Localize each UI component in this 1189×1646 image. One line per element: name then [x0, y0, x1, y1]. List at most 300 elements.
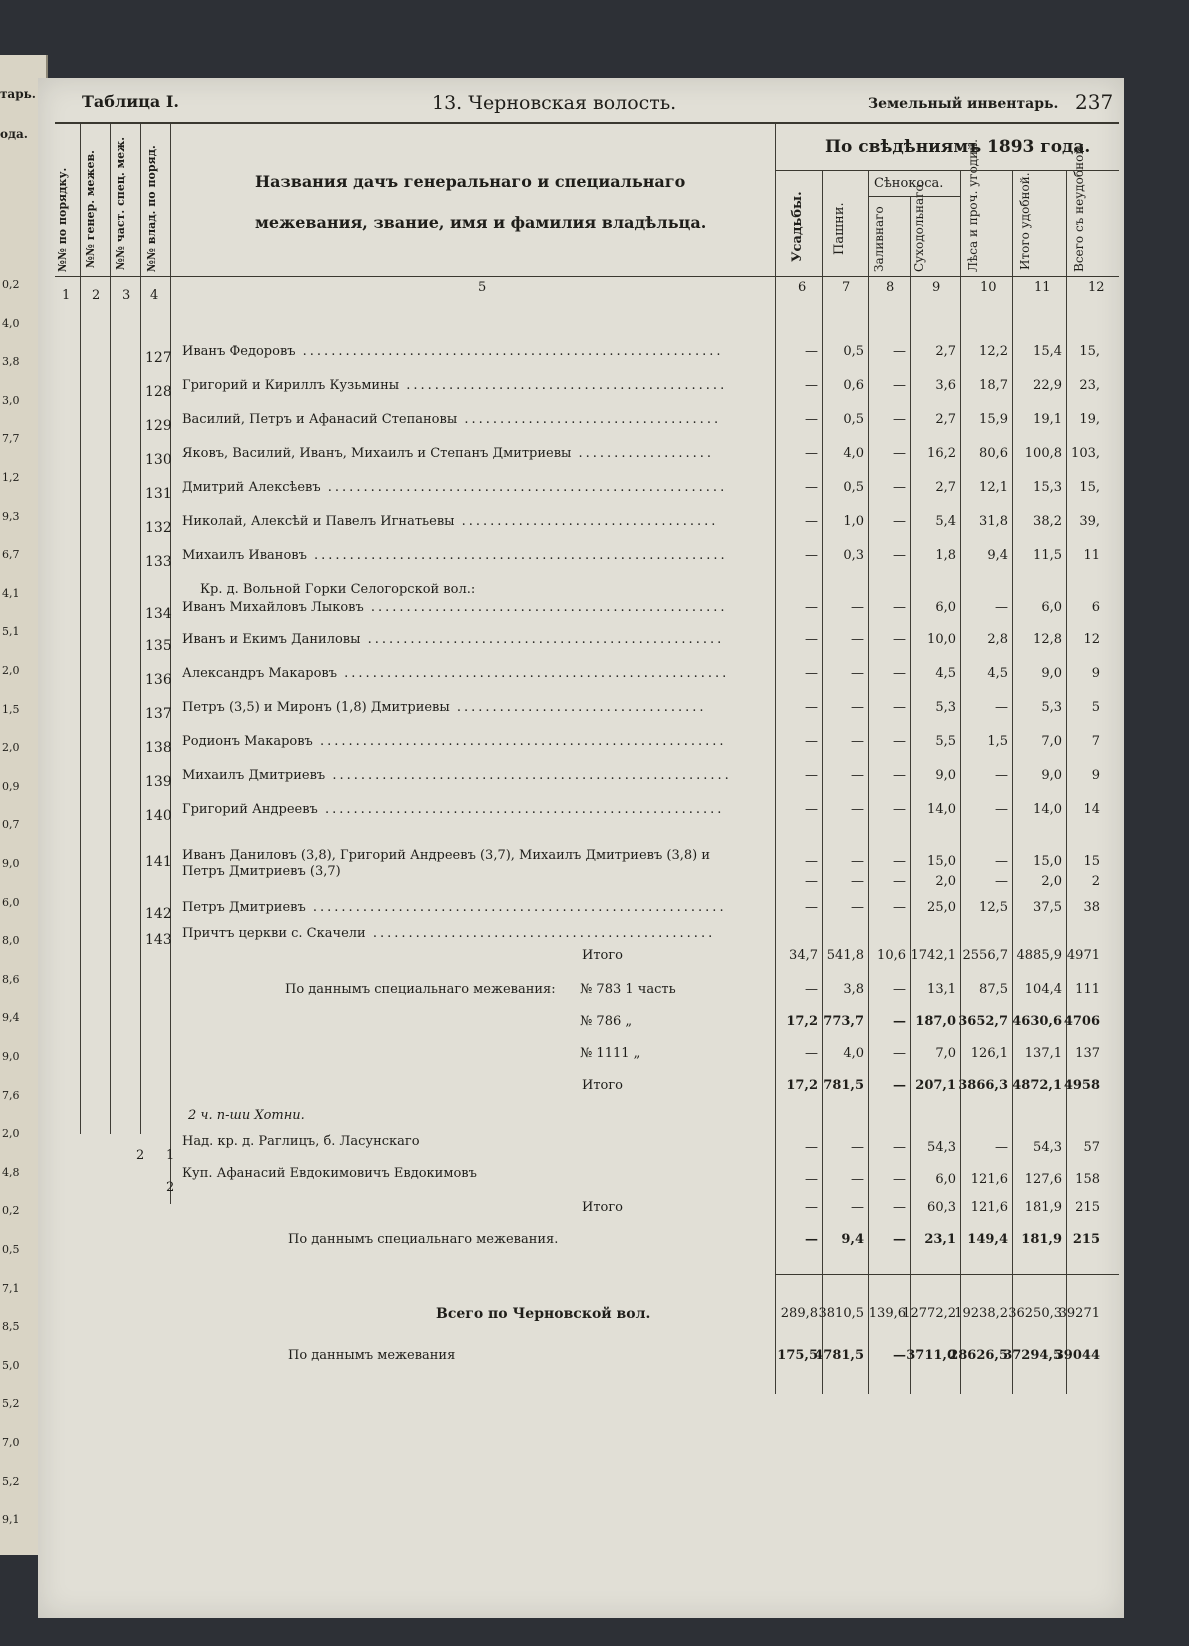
left-page-number: 0,7	[2, 818, 20, 832]
cell-value: 15,	[1079, 480, 1100, 495]
village-note: Кр. д. Вольной Горки Селогорской вол.:	[200, 582, 476, 597]
left-page-number: 0,9	[2, 779, 20, 793]
leader-dots: ........................................................	[320, 480, 728, 495]
cell-value: —	[805, 854, 818, 869]
cell-value: 9,4	[987, 548, 1008, 563]
section-title: Земельный инвентарь.	[868, 96, 1059, 112]
cell-value: 39271	[1058, 1306, 1100, 1321]
cell-value: 1,0	[843, 514, 864, 529]
cell-value: 9,0	[1041, 768, 1062, 783]
header-rule	[55, 122, 1119, 124]
cell-value: 2556,7	[962, 948, 1008, 963]
cell-value: 175,5	[777, 1348, 818, 1363]
cell-value: 0,6	[843, 378, 864, 393]
cell-value: —	[805, 600, 818, 615]
column-number: 7	[842, 280, 851, 295]
cell-value: 57	[1083, 1140, 1100, 1155]
cell-value: 31,8	[979, 514, 1008, 529]
cell-value: —	[893, 1172, 906, 1187]
itogo-label: Итого	[582, 1200, 623, 1215]
owner-name: Петръ (3,5) и Миронъ (1,8) Дмитриевы ...................................	[182, 700, 707, 715]
owner-name: Михаилъ Дмитриевъ ........................................................	[182, 768, 732, 783]
leader-dots: .........................................................	[312, 734, 727, 749]
cell-value: —	[805, 874, 818, 889]
col-rule	[960, 170, 961, 1394]
owner-name-cont: Петръ Дмитриевъ (3,7)	[182, 864, 341, 879]
cell-value: —	[805, 734, 818, 749]
cell-value: 15,9	[979, 412, 1008, 427]
owner-number: 139	[145, 774, 172, 790]
cell-value: —	[851, 1140, 864, 1155]
cell-value: 12,1	[979, 480, 1008, 495]
cell-value: 6,0	[935, 1172, 956, 1187]
cell-value: 25,0	[927, 900, 956, 915]
cell-value: 36250,3	[1008, 1306, 1062, 1321]
owner-name: Иванъ Федоровъ ...........................................................	[182, 344, 724, 359]
cell-value: —	[995, 854, 1008, 869]
owner-name: Иванъ Михайловъ Лыковъ ..................................................	[182, 600, 728, 615]
owner-number: 136	[145, 672, 172, 688]
cell-value: —	[893, 1348, 906, 1363]
owner-number: 128	[145, 384, 172, 400]
column-number: 11	[1034, 280, 1051, 295]
left-page-subheader: ода.	[0, 127, 28, 141]
col-rule	[910, 196, 911, 1394]
left-page-number: 9,0	[2, 1050, 20, 1063]
cell-value: 215	[1075, 1200, 1100, 1215]
cell-value: 137	[1075, 1046, 1100, 1061]
left-page-number: 7,6	[2, 1088, 20, 1102]
owner-number: 142	[145, 906, 172, 922]
cell-value: —	[995, 600, 1008, 615]
left-page-number: 7,1	[2, 1281, 20, 1295]
left-page-header: тарь.	[0, 87, 36, 101]
owner-name: Родионъ Макаровъ .........................................................	[182, 734, 727, 749]
col-rule	[1066, 170, 1067, 1394]
cell-value: 541,8	[826, 948, 864, 963]
owner-name: Над. кр. д. Раглицъ, б. Ласунскаго	[182, 1134, 420, 1149]
left-page-number: 9,4	[2, 1011, 20, 1025]
cell-value: —	[805, 378, 818, 393]
cell-value: 3652,7	[958, 1014, 1008, 1029]
col1-header: №№ по порядку.	[56, 167, 69, 272]
cell-value: 39044	[1054, 1348, 1100, 1363]
district-title: 13. Черновская волость.	[432, 92, 677, 114]
cell-value: —	[805, 1140, 818, 1155]
cell-value: 2	[1091, 874, 1100, 889]
cell-value: —	[893, 600, 906, 615]
grand-total-label: Всего по Черновской вол.	[436, 1306, 651, 1322]
leader-dots: ......................................................	[337, 666, 730, 681]
cell-value: —	[893, 632, 906, 647]
cell-value: 12	[1083, 632, 1100, 647]
cell-value: 23,1	[924, 1232, 956, 1247]
info-year: По свѣдѣниямъ 1893 года.	[825, 137, 1091, 157]
left-page-number: 0,2	[2, 278, 20, 291]
owner-name: Василий, Петръ и Афанасий Степановы ....................................	[182, 412, 722, 427]
spec-item-label: № 786 „	[580, 1014, 633, 1029]
cell-value: —	[851, 900, 864, 915]
cell-value: 149,4	[967, 1232, 1008, 1247]
cell-value: —	[851, 734, 864, 749]
owner-number: 141	[145, 854, 172, 870]
cell-value: 37,5	[1033, 900, 1062, 915]
cell-value: —	[893, 1140, 906, 1155]
owner-number: 137	[145, 706, 172, 722]
cell-value: 12772,2	[902, 1306, 956, 1321]
owner-name: Петръ Дмитриевъ ..........................................................	[182, 900, 727, 915]
cell-value: 9	[1091, 666, 1100, 681]
spec-label: По даннымъ специальнаго межевания:	[285, 982, 556, 997]
col10-header: Лѣса и проч. угодий.	[966, 139, 980, 272]
cell-value: 12,5	[979, 900, 1008, 915]
cell-value: 3711,0	[906, 1348, 956, 1363]
cell-value: 0,3	[843, 548, 864, 563]
cell-value: —	[893, 854, 906, 869]
cell-value: 15	[1083, 854, 1100, 869]
cell-value: 14,0	[927, 802, 956, 817]
cell-value: 0,5	[843, 412, 864, 427]
cell-value: —	[995, 768, 1008, 783]
col3-header: №№ част. спец. меж.	[114, 136, 127, 270]
cell-value: —	[893, 344, 906, 359]
leader-dots: ..........................................................	[305, 900, 727, 915]
col-rule	[868, 170, 869, 1394]
owner-name: Куп. Афанасий Евдокимовичъ Евдокимовъ	[182, 1166, 477, 1181]
cell-value: —	[893, 874, 906, 889]
leader-dots: ..........................................................	[306, 548, 728, 563]
leader-dots: ........................................................	[317, 802, 725, 817]
cell-value: 9,4	[841, 1232, 864, 1247]
itogo-label: Итого	[582, 1078, 623, 1093]
col6-header: Усадьбы.	[790, 191, 805, 262]
column-number: 4	[150, 288, 159, 303]
left-page-number: 5,0	[2, 1358, 20, 1372]
col-rule	[775, 124, 776, 1394]
cell-value: 207,1	[915, 1078, 956, 1093]
cell-value: —	[805, 632, 818, 647]
cell-value: 14	[1083, 802, 1100, 817]
leader-dots: ...................................	[449, 700, 707, 715]
leader-dots: ....................................	[457, 412, 722, 427]
grand-mezh-label: По даннымъ межевания	[288, 1348, 456, 1363]
cell-value: 111	[1075, 982, 1100, 997]
cell-value: 4958	[1063, 1078, 1100, 1093]
cell-value: —	[851, 1172, 864, 1187]
owner-name: Иванъ и Екимъ Даниловы ..................................................	[182, 632, 725, 647]
cell-value: —	[805, 1172, 818, 1187]
cell-value: —	[995, 1140, 1008, 1155]
page-number: 237	[1075, 90, 1114, 114]
cell-value: 4781,5	[814, 1348, 864, 1363]
owner-number: 127	[145, 350, 172, 366]
cell-value: 121,6	[970, 1172, 1008, 1187]
col11-header: Итого удобной.	[1018, 172, 1032, 270]
column-number: 10	[980, 280, 997, 295]
cell-value: 2,7	[935, 480, 956, 495]
cell-value: 38	[1083, 900, 1100, 915]
cell-value: —	[995, 874, 1008, 889]
cell-value: 100,8	[1024, 446, 1062, 461]
col4-header: №№ влад. по поряд.	[145, 145, 158, 272]
cell-value: 11	[1083, 548, 1100, 563]
cell-value: 7,0	[935, 1046, 956, 1061]
spec-item-label: № 1111 „	[580, 1046, 641, 1061]
khotni-title: 2 ч. п-ши Хотни.	[188, 1108, 305, 1123]
cell-value: 54,3	[1033, 1140, 1062, 1155]
cell-value: 10,6	[877, 948, 906, 963]
leader-dots: ...................	[571, 446, 715, 461]
cell-value: 773,7	[823, 1014, 864, 1029]
gen-number: 2	[136, 1148, 145, 1163]
col7-header: Пашни.	[832, 202, 847, 255]
left-page-number: 3,8	[2, 355, 20, 369]
cell-value: —	[805, 514, 818, 529]
cell-value: —	[893, 900, 906, 915]
cell-value: —	[805, 1200, 818, 1215]
cell-value: 19,	[1079, 412, 1100, 427]
owner-number: 138	[145, 740, 172, 756]
cell-value: 15,3	[1033, 480, 1062, 495]
cell-value: 14,0	[1033, 802, 1062, 817]
col-rule	[1012, 170, 1013, 1394]
col-rule	[170, 124, 171, 1204]
owner-number: 134	[145, 606, 172, 622]
cell-value: —	[893, 768, 906, 783]
cell-value: 38,2	[1033, 514, 1062, 529]
cell-value: —	[805, 412, 818, 427]
cell-value: 16,2	[927, 446, 956, 461]
left-page-number: 1,5	[2, 702, 20, 716]
cell-value: —	[851, 874, 864, 889]
cell-value: —	[805, 666, 818, 681]
owner-name: Причтъ церкви с. Скачели ................................................	[182, 926, 716, 941]
khotni-spec-label: По даннымъ специальнаго межевания.	[288, 1232, 559, 1247]
left-page-number: 8,5	[2, 1320, 20, 1334]
cell-value: —	[851, 666, 864, 681]
cell-value: —	[851, 632, 864, 647]
left-page-number: 2,0	[2, 741, 20, 755]
col12-header: Всего съ неудобной.	[1072, 142, 1086, 272]
owner-number: 130	[145, 452, 172, 468]
column-number: 1	[62, 288, 71, 303]
cell-value: 1742,1	[910, 948, 956, 963]
cell-value: 127,6	[1024, 1172, 1062, 1187]
cell-value: 139,6	[868, 1306, 906, 1321]
leader-dots: ........................................................	[325, 768, 732, 783]
cell-value: —	[893, 446, 906, 461]
left-page-number: 0,2	[2, 1204, 20, 1218]
column-number: 6	[798, 280, 807, 295]
cell-value: 28626,5	[949, 1348, 1008, 1363]
cell-value: 80,6	[979, 446, 1008, 461]
leader-dots: ................................................	[365, 926, 716, 941]
cell-value: 2,7	[935, 344, 956, 359]
cell-value: 12,8	[1033, 632, 1062, 647]
cell-value: —	[893, 700, 906, 715]
left-page-number: 4,8	[2, 1165, 20, 1179]
cell-value: —	[995, 802, 1008, 817]
cell-value: 15,	[1079, 344, 1100, 359]
left-page-number: 5,2	[2, 1397, 20, 1411]
cell-value: 4885,9	[1016, 948, 1062, 963]
cell-value: —	[851, 768, 864, 783]
left-page-number: 4,0	[2, 316, 20, 330]
cell-value: 5,4	[935, 514, 956, 529]
cell-value: 12,2	[979, 344, 1008, 359]
col5-header-line2: межевания, звание, имя и фамилия владѣльца.	[255, 213, 707, 232]
cell-value: 23,	[1079, 378, 1100, 393]
cell-value: 121,6	[970, 1200, 1008, 1215]
cell-value: —	[805, 344, 818, 359]
column-number: 12	[1088, 280, 1105, 295]
table-label: Таблица I.	[82, 92, 179, 111]
cell-value: 13,1	[927, 982, 956, 997]
column-number: 8	[886, 280, 895, 295]
cell-value: 103,	[1071, 446, 1100, 461]
cell-value: 9,0	[1041, 666, 1062, 681]
cell-value: 17,2	[786, 1078, 818, 1093]
owner-number: 132	[145, 520, 172, 536]
left-page-number: 7,0	[2, 1436, 20, 1449]
cell-value: 60,3	[927, 1200, 956, 1215]
left-page-number: 9,3	[2, 509, 20, 523]
cell-value: 4,5	[935, 666, 956, 681]
cell-value: —	[805, 480, 818, 495]
col5-header-line1: Названия дачъ генеральнаго и специальнаго	[255, 172, 686, 191]
cell-value: 3,6	[935, 378, 956, 393]
cell-value: —	[893, 734, 906, 749]
owner-name: Николай, Алексѣй и Павелъ Игнатьевы ....................................	[182, 514, 719, 529]
cell-value: 158	[1075, 1172, 1100, 1187]
cell-value: 2,0	[1041, 874, 1062, 889]
left-page-number: 6,7	[2, 548, 20, 562]
column-number: 3	[122, 288, 131, 303]
left-page-number: 8,6	[2, 972, 20, 986]
cell-value: 2,7	[935, 412, 956, 427]
owner-name: Дмитрий Алексѣевъ ........................................................	[182, 480, 728, 495]
cell-value: 2,0	[935, 874, 956, 889]
cell-value: 54,3	[927, 1140, 956, 1155]
header-bottom-rule	[55, 276, 1119, 277]
cell-value: —	[893, 666, 906, 681]
cell-value: —	[851, 802, 864, 817]
cell-value: 781,5	[823, 1078, 864, 1093]
cell-value: —	[995, 700, 1008, 715]
cell-value: 6,0	[935, 600, 956, 615]
cell-value: —	[893, 1232, 906, 1247]
cell-value: 104,4	[1024, 982, 1062, 997]
cell-value: 4,0	[843, 1046, 864, 1061]
left-page-number: 9,1	[2, 1513, 20, 1527]
owner-name: Михаилъ Ивановъ ..........................................................	[182, 548, 728, 563]
cell-value: 4,0	[843, 446, 864, 461]
cell-value: 15,0	[1033, 854, 1062, 869]
cell-value: 4706	[1063, 1014, 1100, 1029]
cell-value: 3,8	[843, 982, 864, 997]
owner-number: 135	[145, 638, 172, 654]
cell-value: —	[805, 1232, 818, 1247]
cell-value: 6	[1091, 600, 1100, 615]
cell-value: —	[893, 548, 906, 563]
cell-value: 1,8	[935, 548, 956, 563]
owner-number: 129	[145, 418, 172, 434]
owner-number: 131	[145, 486, 172, 502]
cell-value: —	[893, 1200, 906, 1215]
cell-value: 37294,5	[1003, 1348, 1062, 1363]
cell-value: 4630,6	[1012, 1014, 1062, 1029]
cell-value: 19,1	[1033, 412, 1062, 427]
owner-number: 140	[145, 808, 172, 824]
left-page-number: 6,0	[2, 895, 20, 909]
senokos-header: Сѣнокоса.	[874, 176, 944, 191]
cell-value: —	[805, 982, 818, 997]
col9-header: Суходольнаго.	[912, 180, 926, 272]
cell-value: —	[805, 446, 818, 461]
cell-value: 3866,3	[958, 1078, 1008, 1093]
cell-value: —	[851, 1200, 864, 1215]
cell-value: 289,8	[780, 1306, 818, 1321]
owner-name: Яковъ, Василий, Иванъ, Михаилъ и Степанъ Дмитриевы ...................	[182, 446, 715, 461]
left-page-number: 0,5	[2, 1243, 20, 1256]
cell-value: 6,0	[1041, 600, 1062, 615]
owner-name: Александръ Макаровъ ......................................................	[182, 666, 730, 681]
left-page-number: 2,0	[2, 664, 20, 677]
cell-value: 0,5	[843, 344, 864, 359]
cell-value: 11,5	[1033, 548, 1062, 563]
owner-number: 143	[145, 932, 172, 948]
cell-value: 15,0	[927, 854, 956, 869]
cell-value: —	[893, 802, 906, 817]
cell-value: 187,0	[915, 1014, 956, 1029]
cell-value: 18,7	[979, 378, 1008, 393]
cell-value: —	[805, 802, 818, 817]
leader-dots: ..................................................	[360, 632, 725, 647]
cell-value: —	[805, 900, 818, 915]
cell-value: 5	[1091, 700, 1100, 715]
cell-value: 9	[1091, 768, 1100, 783]
cell-value: 7,0	[1041, 734, 1062, 749]
owner-name: Григорий и Кириллъ Кузьмины .............................................	[182, 378, 728, 393]
cell-value: 10,0	[927, 632, 956, 647]
info-rule	[775, 170, 1119, 171]
senokos-rule	[868, 196, 960, 197]
cell-value: 2,8	[987, 632, 1008, 647]
cell-value: 15,4	[1033, 344, 1062, 359]
cell-value: —	[893, 1014, 906, 1029]
left-page-number: 5,1	[2, 625, 20, 639]
cell-value: 34,7	[789, 948, 818, 963]
cell-value: 4971	[1066, 948, 1100, 963]
left-page-number: 1,2	[2, 471, 20, 484]
left-page-number: 8,0	[2, 934, 20, 948]
cell-value: —	[805, 548, 818, 563]
col2-header: №№ генер. межев.	[84, 149, 97, 268]
cell-value: 1,5	[987, 734, 1008, 749]
left-page-number: 5,2	[2, 1474, 20, 1488]
cell-value: 4,5	[987, 666, 1008, 681]
left-page-number: 2,0	[2, 1127, 20, 1141]
owner-name: Иванъ Даниловъ (3,8), Григорий Андреевъ (3,7), Михаилъ Дмитриевъ (3,8) и	[182, 848, 710, 863]
cell-value: 7	[1091, 734, 1100, 749]
cell-value: —	[805, 768, 818, 783]
cell-value: 9,0	[935, 768, 956, 783]
itogo-label: Итого	[582, 948, 623, 963]
cell-value: 19238,2	[954, 1306, 1008, 1321]
leader-dots: .............................................	[399, 378, 728, 393]
cell-value: —	[893, 412, 906, 427]
left-page-number: 3,0	[2, 393, 20, 407]
